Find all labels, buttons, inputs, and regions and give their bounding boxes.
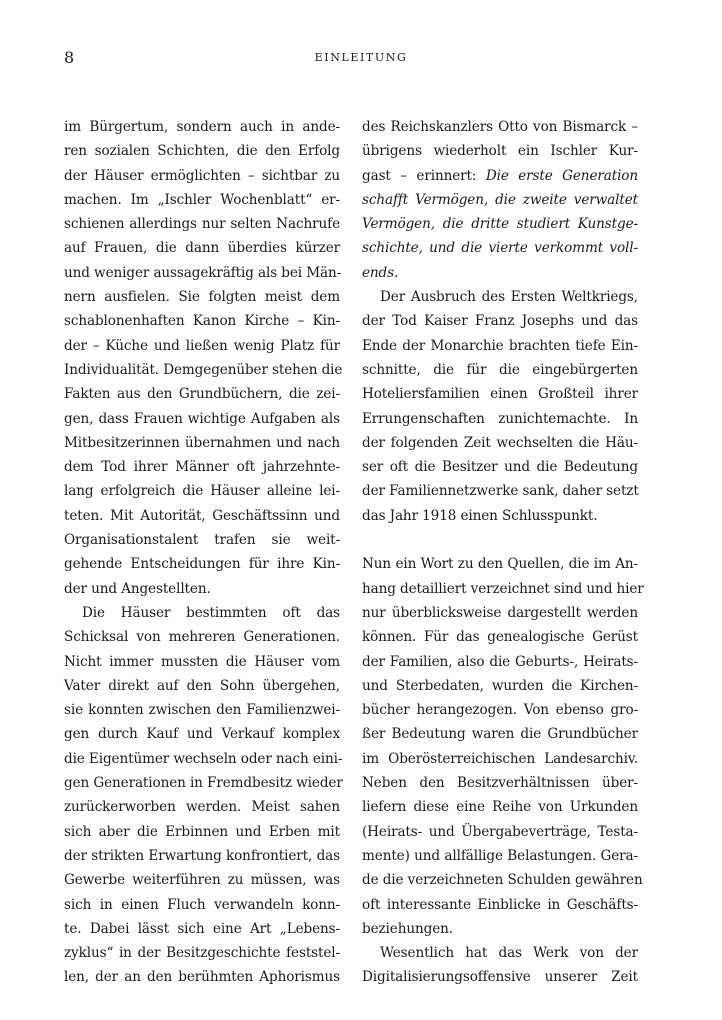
text-line: Fakten aus den Grundbüchern, die zei- [64, 386, 340, 403]
text-segment: gast – erinnert: [362, 167, 486, 184]
text-line: der und Angestellten. [64, 580, 211, 597]
text-line: liefern diese eine Reihe von Urkunden [362, 799, 638, 816]
text-line: Der Ausbruch des Ersten Weltkriegs, [380, 289, 638, 306]
text-line: Mitbesitzerinnen übernahmen und nach [64, 434, 340, 451]
text-line: der – Küche und ließen wenig Platz für [64, 337, 340, 354]
text-line: der strikten Erwartung konfrontiert, das [64, 847, 340, 864]
text-line: sich aber die Erbinnen und Erben mit [64, 823, 340, 840]
text-line: gen, dass Frauen wichtige Aufgaben als [64, 410, 340, 427]
text-line: auf Frauen, die dann überdies kürzer [64, 240, 340, 257]
text-line: dem Tod ihrer Männer oft jahrzehnte- [64, 459, 340, 476]
text-line: mente) und allfällige Belastungen. Gera- [362, 847, 638, 864]
paragraph-sources [362, 552, 644, 941]
text-line: schnitte, die für die eingebürgerten [362, 361, 638, 378]
text-line: Die Häuser bestimmten oft das [82, 604, 340, 621]
text-line: sie konnten zwischen den Familienzwei- [64, 702, 340, 719]
text-line: Vater direkt auf den Sohn übergehen, [64, 677, 340, 694]
text-line: der Familiennetzwerke sank, daher setzt [362, 483, 639, 500]
text-line: Gewerbe weiterführen zu müssen, was [64, 872, 340, 889]
text-segment: . [394, 264, 399, 281]
text-line: Wesentlich hat das Werk von der [380, 945, 638, 962]
text-line: Neben den Besitzverhältnissen über- [362, 775, 638, 792]
text-line: Hoteliersfamilien einen Großteil ihrer [362, 386, 638, 403]
text-line [362, 261, 638, 285]
text-line: schienen allerdings nur selten Nachrufe [64, 216, 340, 233]
paragraph-digitalisation [362, 941, 638, 990]
text-line: ßer Bedeutung waren die Grundbücher [362, 726, 638, 743]
quote-segment: Die erste Generation [485, 167, 638, 184]
quote-segment: ends [362, 264, 394, 281]
text-line: zurückerworben werden. Meist sahen [64, 799, 340, 816]
text-line: gehende Entscheidungen für ihre Kin- [64, 556, 340, 573]
text-line: ser oft die Besitzer und die Bedeutung [362, 459, 638, 476]
text-line: len, der an den berühmten Aphorismus [64, 969, 340, 986]
text-line: Nun ein Wort zu den Quellen, die im An- [362, 556, 638, 573]
text-line: zyklus“ in der Besitzgeschichte feststel- [64, 945, 340, 962]
text-line: des Reichskanzlers Otto von Bismarck – [362, 119, 638, 135]
text-line: gen Generationen in Fremdbesitz wieder [64, 775, 343, 792]
text-line: (Heirats- und Übergabeverträge, Testa- [362, 823, 638, 840]
text-line: beziehungen. [362, 920, 453, 937]
running-head: EINLEITUNG [314, 51, 408, 64]
text-line: der Tod Kaiser Franz Josephs und das [362, 313, 638, 330]
text-line: oft interessante Einblicke in Geschäfts- [362, 896, 638, 913]
paragraph-war [362, 285, 638, 528]
text-line: Individualität. Demgegenüber stehen die [64, 361, 343, 378]
text-line: Organisationstalent trafen sie weit- [64, 532, 340, 549]
text-line: und Sterbedaten, wurden die Kirchen- [362, 677, 638, 694]
text-line: das Jahr 1918 einen Schlusspunkt. [362, 507, 598, 524]
text-line: nur überblicksweise dargestellt werden [362, 604, 638, 621]
right-column [362, 115, 644, 990]
text-line: der Familien, also die Geburts-, Heirats- [362, 653, 638, 670]
quote-line: Vermögen, die dritte studiert Kunstge- [362, 216, 638, 233]
text-line: und weniger aussagekräftig als bei Män- [64, 264, 342, 281]
text-line: de die verzeichneten Schulden gewähren [362, 872, 643, 889]
text-line: teten. Mit Autorität, Geschäftssinn und [64, 507, 340, 524]
page-number: 8 [64, 48, 75, 67]
text-line: sich in einen Fluch verwandeln konn- [64, 896, 340, 913]
text-line: ren sozialen Schichten, die den Erfolg [64, 143, 340, 160]
text-line: bücher herangezogen. Von ebenso gro- [362, 702, 638, 719]
quote-line: schafft Vermögen, die zweite verwaltet [362, 191, 638, 208]
text-line: machen. Im „Ischler Wochenblatt“ er- [64, 191, 340, 208]
text-line: Ende der Monarchie brachten tiefe Ein- [362, 337, 638, 354]
text-line: nern ausfielen. Sie folgten meist dem [64, 289, 340, 306]
text-line: Digitalisierungsoffensive unserer Zeit [362, 969, 638, 986]
text-line: schablonenhaften Kanon Kirche – Kin- [64, 313, 340, 330]
text-line: der folgenden Zeit wechselten die Häu- [362, 434, 638, 451]
text-line: Errungenschaften zunichtemachte. In [362, 410, 638, 427]
quote-line: schichte, und die vierte verkommt voll- [362, 240, 638, 257]
text-line: Schicksal von mehreren Generationen. [64, 629, 340, 646]
text-line: te. Dabei lässt sich eine Art „Lebens- [64, 920, 340, 937]
text-line: der Häuser ermöglichten – sichtbar zu [64, 167, 340, 184]
text-line: können. Für das genealogische Gerüst [362, 629, 638, 646]
text-line: hang detailliert verzeichnet sind und hier [362, 580, 644, 597]
text-line: die Eigentümer wechseln oder nach eini- [64, 750, 343, 767]
left-column [64, 115, 343, 990]
text-line [362, 164, 638, 188]
text-line: im Bürgertum, sondern auch in ande- [64, 119, 340, 135]
section-gap [362, 528, 638, 552]
text-line: im Oberösterreichischen Landesarchiv. [362, 750, 638, 767]
text-line: Nicht immer mussten die Häuser vom [64, 653, 340, 670]
text-line: gen durch Kauf und Verkauf komplex [64, 726, 340, 743]
text-line: übrigens wiederholt ein Ischler Kur- [362, 143, 638, 160]
text-line: lang erfolgreich die Häuser alleine lei- [64, 483, 340, 500]
